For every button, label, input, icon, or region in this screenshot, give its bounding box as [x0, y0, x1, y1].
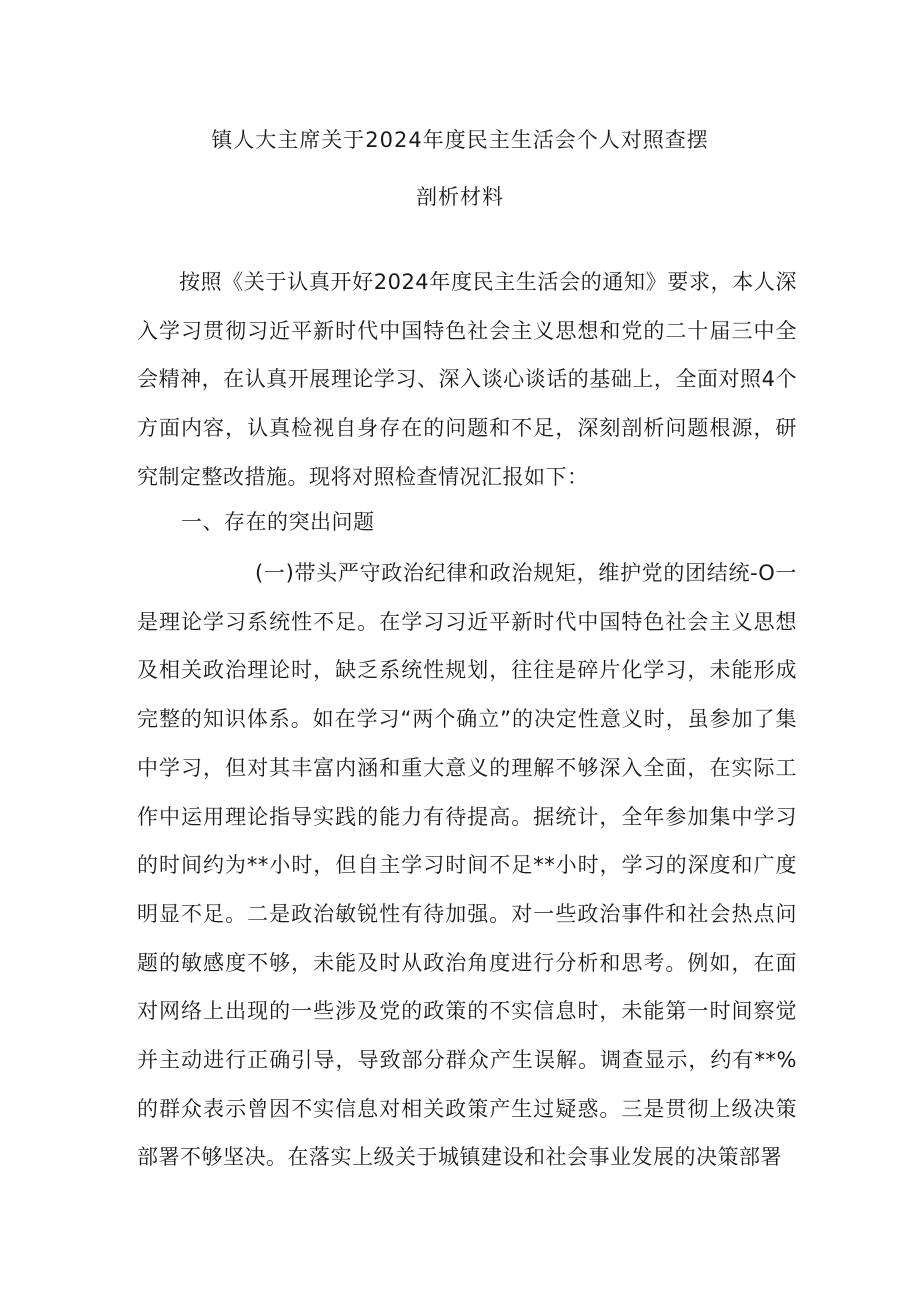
- document-title-line-1: 镇人大主席关于2024年度民主生活会个人对照查摆: [211, 128, 709, 152]
- section-1-paragraph: (一)带头严守政治纪律和政治规矩，维护党的团结统-O一是理论学习系统性不足。在学习习近平新时代中国特色社会主义思想及相关政治理论时，缺乏系统性规划，往往是碎片化学习，未能形成完整的知识体系。如在学习“两个确立”的决定性意义时，虽参加了集中学习，但对其丰富内涵和重大意义的理解不够深入全面，在实际工作中运用理论指导实践的能力有待提高。据统计，全年参加集中学习的时间约为**小时，但自主学习时间不足**小时，学习的深度和广度明显不足。二是政治敏锐性有待加强。对一些政治事件和社会热点问题的敏感度不够，未能及时从政治角度进行分析和思考。例如，在面对网络上出现的一些涉及党的政策的不实信息时，未能第一时间察觉并主动进行正确引导，导致部分群众产生误解。调查显示，约有**%的群众表示曾因不实信息对相关政策产生过疑惑。三是贯彻上级决策部署不够坚决。在落实上级关于城镇建设和社会事业发展的决策部署: [137, 561, 797, 1170]
- intro-paragraph: 按照《关于认真开好2024年度民主生活会的通知》要求，本人深入学习贯彻习近平新时代中国特色社会主义思想和党的二十届三中全会精神，在认真开展理论学习、深入谈心谈话的基础上，全面对照4个方面内容，认真检视自身存在的问题和不足，深刻剖析问题根源，研究制定整改措施。现将对照检查情况汇报如下：: [137, 270, 797, 489]
- section-heading-1: 一、存在的突出问题: [181, 510, 375, 534]
- document-title-line-2: 剖析材料: [416, 185, 504, 209]
